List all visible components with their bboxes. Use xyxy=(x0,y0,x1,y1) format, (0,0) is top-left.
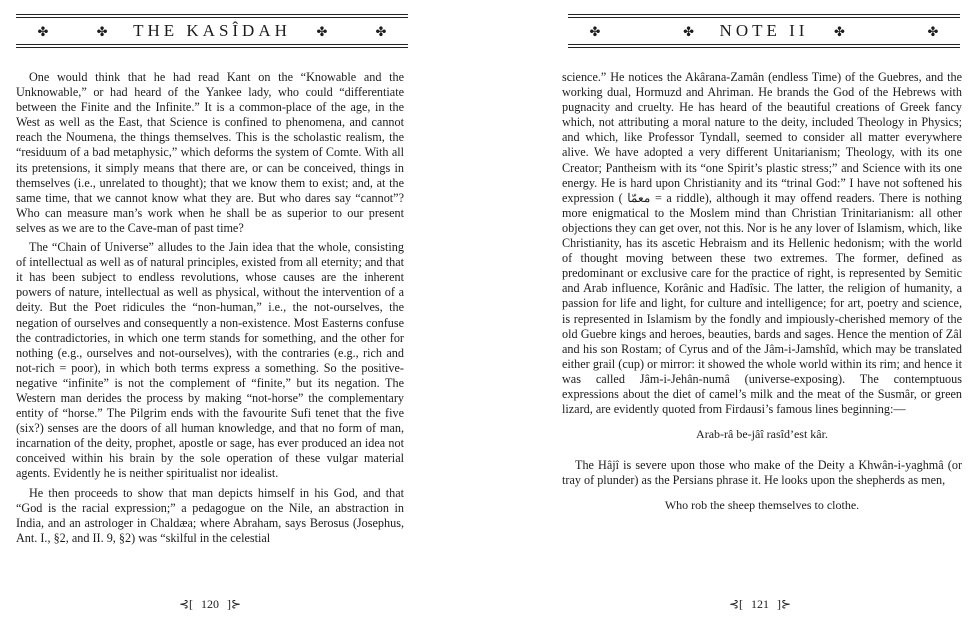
left-page xyxy=(0,0,420,630)
right-page xyxy=(548,0,972,630)
running-header xyxy=(568,14,960,48)
page-number-value: 120 xyxy=(201,597,219,611)
fleuron-icon: ✤ xyxy=(316,23,328,39)
paragraph: He then proceeds to show that man depicts himself in his God, and that “God is the racial expression;” a pedagogue on the Nile, an abstraction in India, and an astrologer in Chaldæa; where Abraham, says Berosus (Josephus, Ant. I., §2, and II. 9, §2) was “skilful in the celestial xyxy=(16,485,404,545)
fleuron-icon: ✤ xyxy=(589,23,601,39)
fleuron-icon: ✤ xyxy=(927,23,939,39)
page-number xyxy=(0,597,420,612)
page-number-ornament-right: ]⊱ xyxy=(777,597,792,611)
paragraph: science.” He notices the Akârana-Zamân (endless Time) of the Guebres, and the working dual, Hormuzd and Ahriman. He brands the God of the Hebrews with pugnacity and cruelty. He has heard of the beautiful creations of Greek fancy which, not attributing a moral nature to the deity, included Theology in Physics; and which, like Professor Tyndall, seemed to consider all matter everywhere alive. We have adopted a very different Unitarianism; Theology, with its one Creator; Pantheism with its “one Spirit’s plastic stress;” and Science with its one energy. He is hard upon Christianity and its “trinal God:” I have not softened his expression ( معمّا = a riddle), although it may offend readers. There is nothing more enigmatical to the Moslem mind than Christian Trinitarianism: all other objections they can get over, not this. Nor is he any lover of Islamism, which, like Christianity, has its ascetic Hebraism and its Hellenic hedonism; with the world of thought moving between these two extremes. The former, defined as predominant or exclusive care for the practice of right, is represented by Semitic and Arab influence, Korânic and Hadîsic. The latter, the religion of humanity, a passion for life and light, for culture and intelligence; for art, poetry and science, is represented in Islamism by the fondly and impiously-cherished memory of the old Guebre kings and heroes, beauties, bards and sages. Hence the mention of Zâl and his son Rostam; of Cyrus and of the Jâm-i-Jamshîd, which may be translated either grail (cup) or mirror: it showed the whole world within its rim; and hence it was called Jâm-i-Jehân-numâ (universe-exposing). The contemptuous expressions about the diet of camel’s milk and the meat of the Susmâr, or green lizard, are evidently quoted from Firdausi’s famous lines beginning:— xyxy=(562,70,962,417)
page-number-value: 121 xyxy=(751,597,769,611)
fleuron-icon: ✤ xyxy=(683,23,694,39)
text-body xyxy=(562,70,962,529)
page-number-ornament-left: ⊰[ xyxy=(178,597,193,611)
running-header xyxy=(16,14,408,48)
page-number-ornament-left: ⊰[ xyxy=(728,597,743,611)
verse-line: Who rob the sheep themselves to clothe. xyxy=(664,498,860,513)
paragraph: The Hâjî is severe upon those who make of the Deity a Khwân-i-yaghmâ (or tray of plunder) as the Persians phrase it. He looks upon the shepherds as men, xyxy=(562,458,962,488)
text-body xyxy=(16,70,404,550)
page-number xyxy=(548,597,972,612)
header-title: THE KASÎDAH xyxy=(133,21,291,40)
page-number-ornament-right: ]⊱ xyxy=(227,597,242,611)
fleuron-icon: ✤ xyxy=(37,23,49,39)
header-title: NOTE II xyxy=(719,21,809,40)
fleuron-icon: ✤ xyxy=(375,23,387,39)
paragraph: One would think that he had read Kant on the “Knowable and the Unknowable,” or had heard of the Yankee lady, who could “differentiate between the Finite and the Infinite.” It is a common-place of the age, in the West as well as the East, that Science is confined to phenomena, and cannot reach the Noumena, the things themselves. This is the scholastic realism, the “residuum of a bad metaphysic,” which deforms the system of Comte. With all its pretensions, it simply means that there are, or can be conceived, things in themselves (i.e., unrelated to thought); that we know them to exist; and, at the same time, that we cannot know what they are. But who dares say “cannot”? Who can measure man’s work when he shall be as superior to our present selves as we are to the Cave-man of past time? xyxy=(16,70,404,235)
fleuron-icon: ✤ xyxy=(96,23,108,39)
verse-line: Arab-râ be-jâî rasîd’est kâr. xyxy=(696,427,828,442)
fleuron-icon: ✤ xyxy=(834,23,845,39)
paragraph: The “Chain of Universe” alludes to the Jain idea that the whole, consisting of intellectual as well as of natural principles, existed from all eternity; and that it has been subject to endless revolutions, whose causes are the inherent powers of nature, intellectual as well as physical, without the intervention of a deity. But the Poet ridicules the “non-human,” i.e., the not-ourselves, the negation of ourselves and consequently a non-existence. Most Easterns confuse the contradictories, in which one term stands for something, and the other for nothing (e.g., ourselves and not-ourselves), with the contraries (e.g., rich and not-rich = poor), in which both terms express a something. So the positive-negative “infinite” is not the complement of “finite,” but its negation. The Western man derides the process by making “not-horse” the complementary entity of “horse.” The Pilgrim ends with the favourite Sufi tenet that the five (six?) senses are the doors of all human knowledge, and that no form of man, incarnation of the deity, prophet, apostle or sage, has ever produced an idea not conceived within his brain by the sole operation of these vulgar material agents. Evidently he is neither spiritualist nor idealist. xyxy=(16,240,404,481)
